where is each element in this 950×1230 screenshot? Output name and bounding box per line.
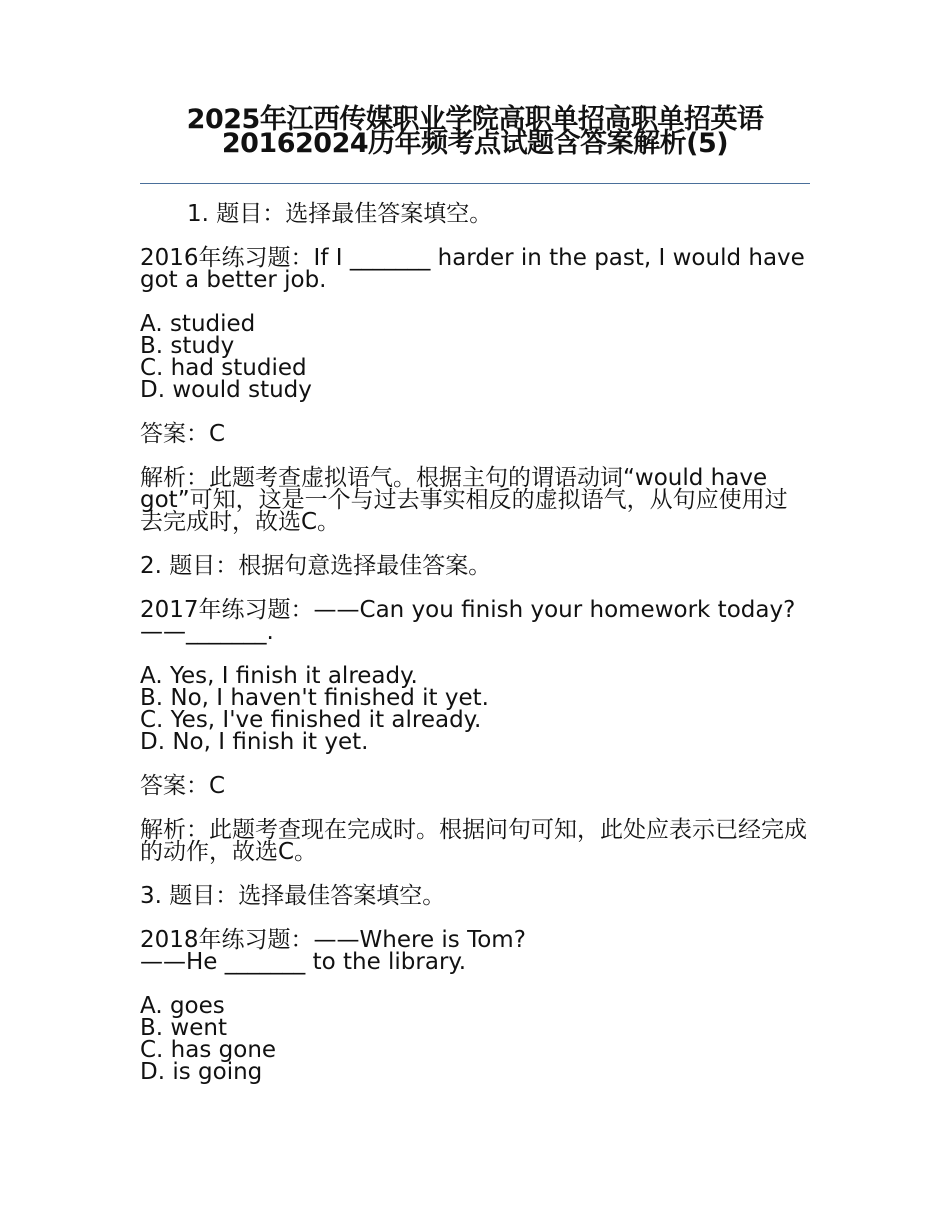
option-b: B. went: [140, 1015, 227, 1041]
analysis-paragraph: 解析：此题考查虚拟语气。根据主句的谓语动词“would have got”可知，这是一个与过去事实相反的虚拟语气，从句应使用过去完成时，故选C。: [140, 465, 788, 535]
answer-line: 答案：C: [140, 773, 226, 799]
options-list: [140, 313, 810, 401]
prompt-line: 2018年练习题：——Where is Tom?: [140, 927, 526, 953]
options-list: [140, 995, 810, 1083]
option-d: D. No, I finish it yet.: [140, 729, 369, 755]
prompt-line: ——He _______ to the library.: [140, 949, 467, 975]
option-b: B. No, I haven't finished it yet.: [140, 685, 489, 711]
option-a: A. Yes, I finish it already.: [140, 663, 418, 689]
question-prompt: 2016年练习题：If I _______ harder in the past, I would have got a better job.: [140, 245, 805, 293]
option-a: A. studied: [140, 311, 256, 337]
prompt-line: ——_______.: [140, 619, 274, 645]
question-heading: 2. 题目：根据句意选择最佳答案。: [140, 553, 492, 579]
analysis-paragraph: 解析：此题考查现在完成时。根据问句可知，此处应表示已经完成的动作，故选C。: [140, 817, 807, 865]
options-list: [140, 665, 810, 753]
document-content: [140, 203, 810, 1105]
option-b: B. study: [140, 333, 235, 359]
title-divider: [140, 183, 810, 184]
option-a: A. goes: [140, 993, 225, 1019]
document-title: 2025年江西传媒职业学院高职单招高职单招英语20162024历年频考点试题含答案解析(5): [186, 104, 764, 159]
prompt-line: 2017年练习题：——Can you finish your homework today?: [140, 597, 796, 623]
question-heading: 3. 题目：选择最佳答案填空。: [140, 883, 446, 909]
answer-line: 答案：C: [140, 421, 226, 447]
option-c: C. has gone: [140, 1037, 277, 1063]
option-c: C. had studied: [140, 355, 307, 381]
question-prompt: [140, 929, 810, 973]
option-c: C. Yes, I've finished it already.: [140, 707, 482, 733]
question-prompt: [140, 599, 810, 643]
option-d: D. is going: [140, 1059, 263, 1085]
option-d: D. would study: [140, 377, 312, 403]
question-heading: 1. 题目：选择最佳答案填空。: [187, 201, 493, 227]
